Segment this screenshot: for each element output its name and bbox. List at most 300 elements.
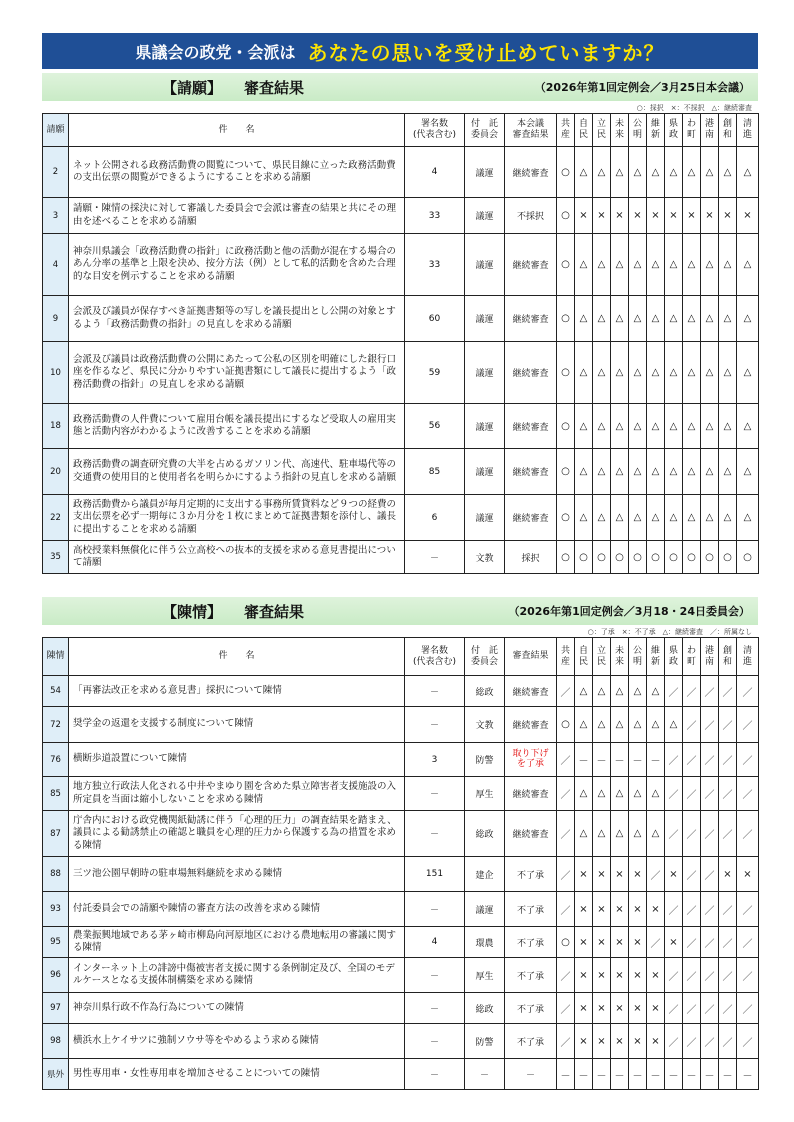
item-number: 3 bbox=[43, 198, 69, 234]
party-vote: × bbox=[611, 198, 629, 234]
party-vote: ／ bbox=[665, 1024, 683, 1059]
party-header: 港 南 bbox=[701, 638, 719, 676]
party-vote: ／ bbox=[719, 958, 737, 993]
review-result: 不了承 bbox=[505, 927, 557, 958]
party-vote: ／ bbox=[683, 892, 701, 927]
party-vote: △ bbox=[665, 342, 683, 404]
item-number: 95 bbox=[43, 927, 69, 958]
party-vote: ／ bbox=[665, 676, 683, 707]
party-vote: － bbox=[701, 1059, 719, 1090]
party-header: 清 進 bbox=[737, 638, 759, 676]
party-vote: × bbox=[611, 857, 629, 892]
party-vote: ／ bbox=[665, 958, 683, 993]
party-vote: △ bbox=[719, 296, 737, 342]
party-vote: × bbox=[629, 857, 647, 892]
party-vote: △ bbox=[575, 234, 593, 296]
party-vote: △ bbox=[611, 707, 629, 743]
party-vote: △ bbox=[575, 811, 593, 857]
party-vote: ○ bbox=[719, 541, 737, 574]
banner-lead: 県議会の政党・会派は bbox=[135, 42, 296, 62]
table-row bbox=[43, 234, 759, 296]
item-title: インターネット上の誹謗中傷被害者支援に関する条例制定及び、全国のモデルケースとなる支援体制構築を求める陳情 bbox=[69, 958, 405, 993]
party-vote: ／ bbox=[665, 743, 683, 777]
party-vote: ／ bbox=[557, 892, 575, 927]
item-number: 20 bbox=[43, 449, 69, 495]
party-vote: × bbox=[665, 857, 683, 892]
party-vote: △ bbox=[719, 495, 737, 541]
party-header: 港 南 bbox=[701, 114, 719, 147]
party-vote: △ bbox=[701, 495, 719, 541]
review-result: 継続審査 bbox=[505, 676, 557, 707]
item-title: 会派及び議員が保存すべき証拠書類等の写しを議長提出とし公開の対象とするよう「政務活動費の指針」の見直しを求める請願 bbox=[69, 296, 405, 342]
review-result: 継続審査 bbox=[505, 777, 557, 811]
col-committee-header: 付 託 委員会 bbox=[465, 638, 505, 676]
statements-legend: ○：了承 ×：不了承 △：継続審査 ／：所属なし bbox=[587, 628, 752, 636]
party-vote: △ bbox=[683, 404, 701, 449]
party-vote: ／ bbox=[557, 676, 575, 707]
party-vote: ／ bbox=[557, 857, 575, 892]
party-vote: △ bbox=[665, 707, 683, 743]
party-vote: － bbox=[683, 1059, 701, 1090]
item-title: 地方独立行政法人化される中井やまゆり園を含めた県立障害者支援施設の入所定員を当面は縮小しないことを求める陳情 bbox=[69, 777, 405, 811]
party-vote: ／ bbox=[557, 1024, 575, 1059]
party-vote: ○ bbox=[575, 541, 593, 574]
review-result: － bbox=[505, 1059, 557, 1090]
item-number: 9 bbox=[43, 296, 69, 342]
party-vote: × bbox=[683, 198, 701, 234]
item-title: ネット公開される政務活動費の閲覧について、県民目線に立った政務活動費の支出伝票の閲覧ができるようにすることを求める請願 bbox=[69, 147, 405, 198]
table-row bbox=[43, 495, 759, 541]
party-vote: △ bbox=[593, 495, 611, 541]
party-vote: × bbox=[737, 198, 759, 234]
signature-count: 151 bbox=[405, 857, 465, 892]
party-vote: － bbox=[647, 1059, 665, 1090]
party-vote: △ bbox=[665, 495, 683, 541]
party-vote: × bbox=[575, 927, 593, 958]
party-vote: × bbox=[665, 198, 683, 234]
party-vote: ／ bbox=[647, 927, 665, 958]
party-vote: △ bbox=[575, 777, 593, 811]
party-vote: ○ bbox=[701, 541, 719, 574]
party-vote: － bbox=[629, 1059, 647, 1090]
table-row bbox=[43, 993, 759, 1024]
party-vote: ○ bbox=[611, 541, 629, 574]
table-row bbox=[43, 198, 759, 234]
party-vote: ／ bbox=[683, 993, 701, 1024]
party-vote: ／ bbox=[701, 892, 719, 927]
item-number: 22 bbox=[43, 495, 69, 541]
signature-count: － bbox=[405, 892, 465, 927]
party-header: 清 進 bbox=[737, 114, 759, 147]
party-header: 創 和 bbox=[719, 638, 737, 676]
review-result: 継続審査 bbox=[505, 296, 557, 342]
party-vote: △ bbox=[575, 495, 593, 541]
signature-count: 59 bbox=[405, 342, 465, 404]
col-signatures-header: 署名数 (代表含む) bbox=[405, 638, 465, 676]
committee: 総政 bbox=[465, 676, 505, 707]
party-vote: ○ bbox=[665, 541, 683, 574]
item-title: 神奈川県行政不作為行為についての陳情 bbox=[69, 993, 405, 1024]
party-vote: △ bbox=[593, 296, 611, 342]
party-vote: ／ bbox=[719, 927, 737, 958]
party-vote: △ bbox=[629, 676, 647, 707]
review-result: 継続審査 bbox=[505, 449, 557, 495]
party-vote: × bbox=[629, 927, 647, 958]
party-vote: ／ bbox=[719, 743, 737, 777]
party-vote: ／ bbox=[665, 892, 683, 927]
party-vote: △ bbox=[665, 296, 683, 342]
party-vote: △ bbox=[647, 449, 665, 495]
party-vote: △ bbox=[665, 404, 683, 449]
page-banner bbox=[42, 33, 758, 69]
col-title-header: 件 名 bbox=[69, 638, 405, 676]
party-header: 自 民 bbox=[575, 114, 593, 147]
party-vote: △ bbox=[611, 147, 629, 198]
party-vote: － bbox=[611, 743, 629, 777]
party-vote: ／ bbox=[719, 676, 737, 707]
party-vote: ／ bbox=[557, 958, 575, 993]
signature-count: 6 bbox=[405, 495, 465, 541]
party-vote: × bbox=[629, 892, 647, 927]
party-vote: × bbox=[737, 857, 759, 892]
party-header: 共 産 bbox=[557, 114, 575, 147]
party-vote: △ bbox=[647, 147, 665, 198]
party-vote: △ bbox=[737, 404, 759, 449]
party-vote: △ bbox=[611, 296, 629, 342]
party-vote: △ bbox=[665, 449, 683, 495]
party-vote: ／ bbox=[557, 777, 575, 811]
party-vote: △ bbox=[611, 449, 629, 495]
item-number: 4 bbox=[43, 234, 69, 296]
party-vote: ／ bbox=[737, 707, 759, 743]
party-vote: △ bbox=[683, 296, 701, 342]
party-vote: ／ bbox=[683, 676, 701, 707]
party-header: 立 民 bbox=[593, 114, 611, 147]
party-vote: △ bbox=[593, 676, 611, 707]
party-header: 維 新 bbox=[647, 114, 665, 147]
statements-title: 【陳情】 審査結果 bbox=[162, 602, 305, 621]
party-vote: × bbox=[611, 1024, 629, 1059]
party-vote: ○ bbox=[683, 541, 701, 574]
party-vote: △ bbox=[701, 147, 719, 198]
party-vote: ／ bbox=[683, 1024, 701, 1059]
party-vote: △ bbox=[593, 234, 611, 296]
table-row bbox=[43, 1024, 759, 1059]
review-result: 不了承 bbox=[505, 993, 557, 1024]
party-vote: △ bbox=[593, 404, 611, 449]
committee: － bbox=[465, 1059, 505, 1090]
party-vote: ／ bbox=[701, 743, 719, 777]
party-vote: △ bbox=[719, 449, 737, 495]
table-row bbox=[43, 743, 759, 777]
item-title: 高校授業料無償化に伴う公立高校への抜本的支援を求める意見書提出について請願 bbox=[69, 541, 405, 574]
party-vote: △ bbox=[647, 296, 665, 342]
party-vote: ○ bbox=[557, 495, 575, 541]
party-header: 県 政 bbox=[665, 638, 683, 676]
col-result-header: 審査結果 bbox=[505, 638, 557, 676]
party-vote: × bbox=[647, 198, 665, 234]
review-result: 不了承 bbox=[505, 857, 557, 892]
party-vote: × bbox=[575, 892, 593, 927]
table-row bbox=[43, 147, 759, 198]
committee: 建企 bbox=[465, 857, 505, 892]
party-vote: △ bbox=[575, 707, 593, 743]
party-header: 創 和 bbox=[719, 114, 737, 147]
party-vote: － bbox=[647, 743, 665, 777]
party-vote: － bbox=[575, 743, 593, 777]
item-title: 「再審法改正を求める意見書」採択について陳情 bbox=[69, 676, 405, 707]
party-vote: ○ bbox=[557, 198, 575, 234]
party-vote: △ bbox=[611, 777, 629, 811]
party-vote: ／ bbox=[701, 927, 719, 958]
party-vote: ／ bbox=[737, 777, 759, 811]
party-vote: ／ bbox=[737, 892, 759, 927]
party-vote: △ bbox=[701, 449, 719, 495]
party-vote: △ bbox=[719, 404, 737, 449]
party-vote: ○ bbox=[557, 234, 575, 296]
petitions-header bbox=[42, 73, 758, 101]
party-vote: × bbox=[719, 857, 737, 892]
party-vote: ○ bbox=[557, 296, 575, 342]
item-number: 35 bbox=[43, 541, 69, 574]
statements-header bbox=[42, 597, 758, 625]
party-header: 未 来 bbox=[611, 638, 629, 676]
party-vote: ／ bbox=[737, 958, 759, 993]
party-vote: △ bbox=[647, 777, 665, 811]
party-vote: ／ bbox=[683, 857, 701, 892]
party-vote: △ bbox=[719, 342, 737, 404]
committee: 議運 bbox=[465, 234, 505, 296]
party-vote: × bbox=[647, 958, 665, 993]
item-number: 96 bbox=[43, 958, 69, 993]
party-vote: × bbox=[575, 958, 593, 993]
signature-count: － bbox=[405, 541, 465, 574]
item-title: 政務活動費から議員が毎月定期的に支出する事務所賃貸料など９つの経費の支出伝票を必ず一期毎に３か月分を１枚にまとめて証拠書類を添付し、議長に提出することを求める請願 bbox=[69, 495, 405, 541]
party-vote: △ bbox=[701, 234, 719, 296]
petitions-table bbox=[42, 113, 759, 574]
table-row bbox=[43, 707, 759, 743]
party-vote: △ bbox=[629, 234, 647, 296]
party-vote: △ bbox=[647, 811, 665, 857]
item-title: 請願・陳情の採決に対して審議した委員会で会派は審査の結果と共にその理由を述べることを求める請願 bbox=[69, 198, 405, 234]
party-vote: △ bbox=[629, 449, 647, 495]
party-header: 県 政 bbox=[665, 114, 683, 147]
party-vote: ／ bbox=[665, 993, 683, 1024]
party-vote: ○ bbox=[557, 449, 575, 495]
party-vote: ／ bbox=[683, 811, 701, 857]
party-vote: × bbox=[593, 198, 611, 234]
col-title-header: 件 名 bbox=[69, 114, 405, 147]
party-vote: × bbox=[575, 857, 593, 892]
item-number: 54 bbox=[43, 676, 69, 707]
party-vote: △ bbox=[719, 234, 737, 296]
table-row bbox=[43, 811, 759, 857]
review-result: 継続審査 bbox=[505, 147, 557, 198]
party-vote: － bbox=[593, 1059, 611, 1090]
signature-count: － bbox=[405, 707, 465, 743]
table-row bbox=[43, 296, 759, 342]
party-vote: △ bbox=[737, 342, 759, 404]
review-result: 継続審査 bbox=[505, 495, 557, 541]
party-vote: ／ bbox=[737, 676, 759, 707]
party-vote: × bbox=[575, 993, 593, 1024]
party-vote: △ bbox=[611, 404, 629, 449]
party-vote: ○ bbox=[593, 541, 611, 574]
party-vote: ／ bbox=[737, 743, 759, 777]
party-vote: △ bbox=[701, 404, 719, 449]
party-vote: × bbox=[611, 927, 629, 958]
party-vote: × bbox=[629, 198, 647, 234]
party-vote: △ bbox=[593, 811, 611, 857]
party-vote: △ bbox=[611, 811, 629, 857]
col-committee-header: 付 託 委員会 bbox=[465, 114, 505, 147]
party-vote: × bbox=[611, 993, 629, 1024]
petitions-title: 【請願】 審査結果 bbox=[162, 78, 305, 97]
party-vote: △ bbox=[647, 676, 665, 707]
party-vote: △ bbox=[629, 707, 647, 743]
review-result: 継続審査 bbox=[505, 404, 557, 449]
item-number: 93 bbox=[43, 892, 69, 927]
committee: 総政 bbox=[465, 811, 505, 857]
item-number: 県外 bbox=[43, 1059, 69, 1090]
party-header: わ 町 bbox=[683, 638, 701, 676]
col-number-header: 請願 bbox=[43, 114, 69, 147]
party-header: 維 新 bbox=[647, 638, 665, 676]
committee: 議運 bbox=[465, 342, 505, 404]
review-result: 取り下げを了承 bbox=[505, 743, 557, 777]
signature-count: 3 bbox=[405, 743, 465, 777]
party-vote: △ bbox=[683, 234, 701, 296]
party-vote: △ bbox=[647, 342, 665, 404]
party-vote: △ bbox=[629, 404, 647, 449]
signature-count: － bbox=[405, 1059, 465, 1090]
committee: 議運 bbox=[465, 147, 505, 198]
item-title: 政務活動費の調査研究費の大半を占めるガソリン代、高速代、駐車場代等の交通費の使用目的と使用者名を明らかにするよう指針の見直しを求める請願 bbox=[69, 449, 405, 495]
party-vote: × bbox=[593, 958, 611, 993]
party-vote: ／ bbox=[557, 993, 575, 1024]
party-vote: ／ bbox=[719, 993, 737, 1024]
review-result: 不了承 bbox=[505, 892, 557, 927]
party-vote: ／ bbox=[737, 811, 759, 857]
party-vote: × bbox=[665, 927, 683, 958]
signature-count: 60 bbox=[405, 296, 465, 342]
review-result: 継続審査 bbox=[505, 234, 557, 296]
party-vote: △ bbox=[593, 777, 611, 811]
party-vote: ／ bbox=[683, 777, 701, 811]
party-vote: △ bbox=[701, 342, 719, 404]
signature-count: 4 bbox=[405, 927, 465, 958]
statements-table bbox=[42, 637, 759, 1090]
party-vote: △ bbox=[611, 234, 629, 296]
party-vote: ／ bbox=[647, 857, 665, 892]
item-number: 97 bbox=[43, 993, 69, 1024]
table-row bbox=[43, 404, 759, 449]
party-vote: × bbox=[593, 1024, 611, 1059]
party-vote: △ bbox=[647, 707, 665, 743]
party-vote: △ bbox=[593, 342, 611, 404]
party-vote: △ bbox=[575, 342, 593, 404]
party-vote: ○ bbox=[557, 342, 575, 404]
party-vote: △ bbox=[665, 147, 683, 198]
party-vote: ／ bbox=[701, 777, 719, 811]
committee: 厚生 bbox=[465, 777, 505, 811]
banner-headline: あなたの思いを受け止めていますか？ bbox=[307, 40, 665, 65]
item-title: 付託委員会での請願や陳情の審査方法の改善を求める陳情 bbox=[69, 892, 405, 927]
committee: 議運 bbox=[465, 449, 505, 495]
party-vote: × bbox=[629, 993, 647, 1024]
party-vote: △ bbox=[575, 676, 593, 707]
party-vote: × bbox=[701, 198, 719, 234]
party-vote: △ bbox=[647, 234, 665, 296]
party-vote: △ bbox=[683, 449, 701, 495]
party-vote: ／ bbox=[719, 707, 737, 743]
party-vote: ○ bbox=[557, 707, 575, 743]
party-vote: ○ bbox=[629, 541, 647, 574]
party-vote: × bbox=[611, 892, 629, 927]
party-vote: ／ bbox=[737, 1024, 759, 1059]
party-vote: × bbox=[575, 1024, 593, 1059]
party-vote: △ bbox=[629, 342, 647, 404]
party-vote: ／ bbox=[683, 743, 701, 777]
party-vote: ／ bbox=[719, 811, 737, 857]
item-title: 政務活動費の人件費について雇用台帳を議長提出にするなど受取人の雇用実態と活動内容がわかるように改善することを求める請願 bbox=[69, 404, 405, 449]
table-row bbox=[43, 892, 759, 927]
party-vote: ／ bbox=[737, 927, 759, 958]
item-title: 男性専用車・女性専用車を増加させることについての陳情 bbox=[69, 1059, 405, 1090]
party-vote: × bbox=[575, 198, 593, 234]
party-vote: × bbox=[647, 892, 665, 927]
party-vote: ／ bbox=[683, 927, 701, 958]
committee: 議運 bbox=[465, 296, 505, 342]
party-vote: × bbox=[593, 927, 611, 958]
table-row bbox=[43, 676, 759, 707]
table-row bbox=[43, 958, 759, 993]
party-vote: ／ bbox=[557, 811, 575, 857]
party-vote: △ bbox=[683, 495, 701, 541]
party-vote: △ bbox=[737, 147, 759, 198]
party-vote: ○ bbox=[737, 541, 759, 574]
petitions-session: （2026年第1回定例会／3月25日本会議） bbox=[534, 81, 750, 94]
party-vote: △ bbox=[683, 342, 701, 404]
statements-session: （2026年第1回定例会／3月18・24日委員会） bbox=[508, 605, 750, 618]
col-result-header: 本会議 審査結果 bbox=[505, 114, 557, 147]
item-title: 横断歩道設置について陳情 bbox=[69, 743, 405, 777]
review-result: 採択 bbox=[505, 541, 557, 574]
party-vote: ○ bbox=[557, 541, 575, 574]
committee: 文教 bbox=[465, 707, 505, 743]
party-vote: △ bbox=[593, 707, 611, 743]
party-vote: ／ bbox=[701, 993, 719, 1024]
item-title: 奨学金の返還を支援する制度について陳情 bbox=[69, 707, 405, 743]
col-number-header: 陳情 bbox=[43, 638, 69, 676]
item-number: 10 bbox=[43, 342, 69, 404]
item-number: 98 bbox=[43, 1024, 69, 1059]
party-header: 共 産 bbox=[557, 638, 575, 676]
signature-count: － bbox=[405, 811, 465, 857]
committee: 総政 bbox=[465, 993, 505, 1024]
party-vote: △ bbox=[611, 342, 629, 404]
party-vote: △ bbox=[683, 147, 701, 198]
item-title: 会派及び議員は政務活動費の公開にあたって公私の区別を明確にした銀行口座を作るなど、県民に分かりやすい証拠書類にして議長に提出するよう「政務活動費の指針」の見直しを求める請願 bbox=[69, 342, 405, 404]
party-vote: △ bbox=[629, 495, 647, 541]
review-result: 継続審査 bbox=[505, 342, 557, 404]
party-vote: △ bbox=[611, 495, 629, 541]
item-title: 庁舎内における政党機関紙勧誘に伴う「心理的圧力」の調査結果を踏まえ、議員による勧誘禁止の確認と職員を心理的圧力から保護する為の措置を求める陳情 bbox=[69, 811, 405, 857]
signature-count: 4 bbox=[405, 147, 465, 198]
party-vote: ／ bbox=[719, 1024, 737, 1059]
party-header: 立 民 bbox=[593, 638, 611, 676]
party-header: 未 来 bbox=[611, 114, 629, 147]
